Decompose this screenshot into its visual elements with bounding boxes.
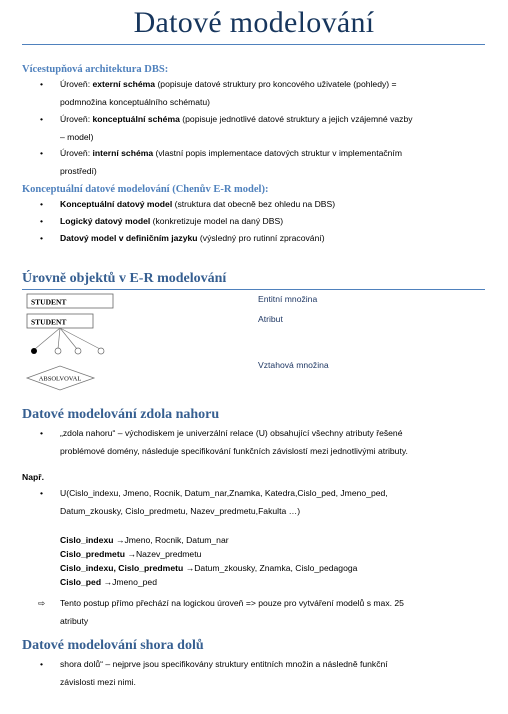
- list-item-lead: Úroveň:: [60, 148, 93, 158]
- attribute-label: Atribut: [258, 314, 283, 324]
- attribute-line: [60, 328, 100, 349]
- bullet-icon: •: [40, 488, 44, 498]
- attribute-line: [60, 328, 77, 349]
- list-item-lead: Úroveň:: [60, 79, 93, 89]
- example-label: Např.: [22, 472, 44, 482]
- list-item-text-cont: podmnožina konceptuálního schématu): [60, 96, 211, 107]
- page-title: Datové modelování: [133, 6, 375, 39]
- list-item-text: (výsledný pro rutinní zpracování): [197, 233, 325, 243]
- bullet-icon: •: [40, 114, 44, 124]
- relationship-set-label: Vztahová množina: [258, 360, 329, 370]
- bullet-icon: •: [40, 233, 44, 243]
- dependency-line: [60, 534, 229, 548]
- section-heading-bottom-up: Datové modelování zdola nahoru: [22, 407, 220, 422]
- list-item-text-cont: prostředí): [60, 165, 97, 176]
- bullet-icon: •: [40, 428, 44, 438]
- dependency-lhs: Cislo_predmetu: [60, 549, 125, 559]
- list-item-text-cont: problémové domény, následuje specifikování funkčních závislostí mezi jednotlivými atributy.: [60, 445, 408, 456]
- list-item: [60, 111, 480, 146]
- list-item-text: (vlastní popis implementace datových struktur v implementačním: [153, 148, 402, 158]
- arrow-right-icon: →: [115, 535, 125, 545]
- bullet-icon: •: [40, 659, 44, 669]
- dependency-line: [60, 562, 357, 576]
- bullet-icon: •: [40, 79, 44, 89]
- bullet-icon: •: [40, 216, 44, 226]
- list-item: [60, 230, 480, 248]
- bullet-icon: •: [40, 199, 44, 209]
- list-item: [60, 76, 480, 111]
- list-item: [60, 425, 490, 460]
- list-item-text: „zdola nahoru“ – východiskem je univerzální relace (U) obsahující všechny atributy řešené: [60, 428, 403, 438]
- arrow-right-icon: →: [103, 577, 113, 587]
- dependency-line: [60, 548, 201, 562]
- list-item: [60, 145, 480, 180]
- list-item-term: externí schéma: [92, 79, 156, 89]
- attribute-line: [58, 328, 60, 349]
- list-item-text: (popisuje datové struktury pro koncového uživatele (pohledy) =: [155, 79, 397, 89]
- attribute-circle: [75, 348, 81, 354]
- list-item-term: Logický datový model: [60, 216, 151, 226]
- section-heading-er-levels: Úrovně objektů v E-R modelování: [22, 271, 227, 286]
- bullet-icon: •: [40, 148, 44, 158]
- entity-label: STUDENT: [31, 297, 67, 307]
- key-attribute-dot: [31, 348, 37, 354]
- dependency-lhs: Cislo_ped: [60, 577, 102, 587]
- list-item: [60, 213, 480, 231]
- arrow-right-icon: →: [185, 563, 195, 573]
- dependency-lhs: Cislo_indexu: [60, 535, 114, 545]
- section-underline: [22, 289, 485, 290]
- universal-relation-text: U(Cislo_indexu, Jmeno, Rocnik, Datum_nar,Znamka, Katedra,Cislo_ped, Jmeno_ped,: [60, 488, 388, 498]
- section-heading-conceptual: Konceptuální datové modelování (Chenův E-R model):: [22, 184, 269, 195]
- list-item-term: konceptuální schéma: [92, 114, 180, 124]
- universal-relation-text-cont: Datum_zkousky, Cislo_predmetu, Nazev_predmetu,Fakulta …): [60, 505, 301, 516]
- dependency-rhs: Jmeno_ped: [112, 577, 157, 587]
- title-underline: [22, 44, 485, 45]
- section-heading-architecture: Vícestupňová architektura DBS:: [22, 64, 169, 75]
- dependency-rhs: Nazev_predmetu: [135, 549, 202, 559]
- list-item-text-cont: atributy: [60, 615, 89, 626]
- dependency-lhs: Cislo_indexu, Cislo_predmetu: [60, 563, 184, 573]
- attribute-circle: [98, 348, 104, 354]
- entity-set-label: Entitní množina: [258, 294, 318, 304]
- list-item-term: Konceptuální datový model: [60, 199, 173, 209]
- dependency-line: [60, 576, 157, 590]
- section-heading-top-down: Datové modelování shora dolů: [22, 638, 204, 653]
- list-item-text: (struktura dat obecně bez ohledu na DBS): [172, 199, 336, 209]
- list-item-text: Tento postup přímo přechází na logickou úroveň => pouze pro vytváření modelů s max. 25: [60, 598, 404, 608]
- list-item: [60, 485, 490, 520]
- list-item-text: (konkretizuje model na daný DBS): [150, 216, 284, 226]
- arrow-right-icon: →: [127, 549, 136, 559]
- list-item-term: interní schéma: [92, 148, 154, 158]
- list-item-text: shora dolů“ – nejprve jsou specifikovány struktury entitních množin a následně funkční: [60, 659, 388, 669]
- dependency-rhs: Datum_zkousky, Znamka, Cislo_pedagoga: [194, 563, 358, 573]
- list-item-text-cont: – model): [60, 131, 94, 142]
- er-diagram: [22, 291, 142, 391]
- dependency-rhs: Jmeno, Rocnik, Datum_nar: [124, 535, 229, 545]
- list-item-text-cont: závislosti mezi nimi.: [60, 676, 136, 687]
- list-item-text: (popisuje jednotlivé datové struktury a jejich vzájemné vazby: [179, 114, 413, 124]
- list-item-lead: Úroveň:: [60, 114, 93, 124]
- attribute-line: [35, 328, 60, 349]
- list-item: [60, 656, 490, 691]
- implies-arrow-icon: ⇨: [38, 598, 46, 608]
- relationship-label: ABSOLVOVAL: [38, 375, 82, 383]
- entity-label: STUDENT: [31, 317, 67, 327]
- list-item: [60, 595, 490, 630]
- attribute-circle: [55, 348, 61, 354]
- list-item-term: Datový model v definičním jazyku: [60, 233, 198, 243]
- list-item: [60, 196, 480, 214]
